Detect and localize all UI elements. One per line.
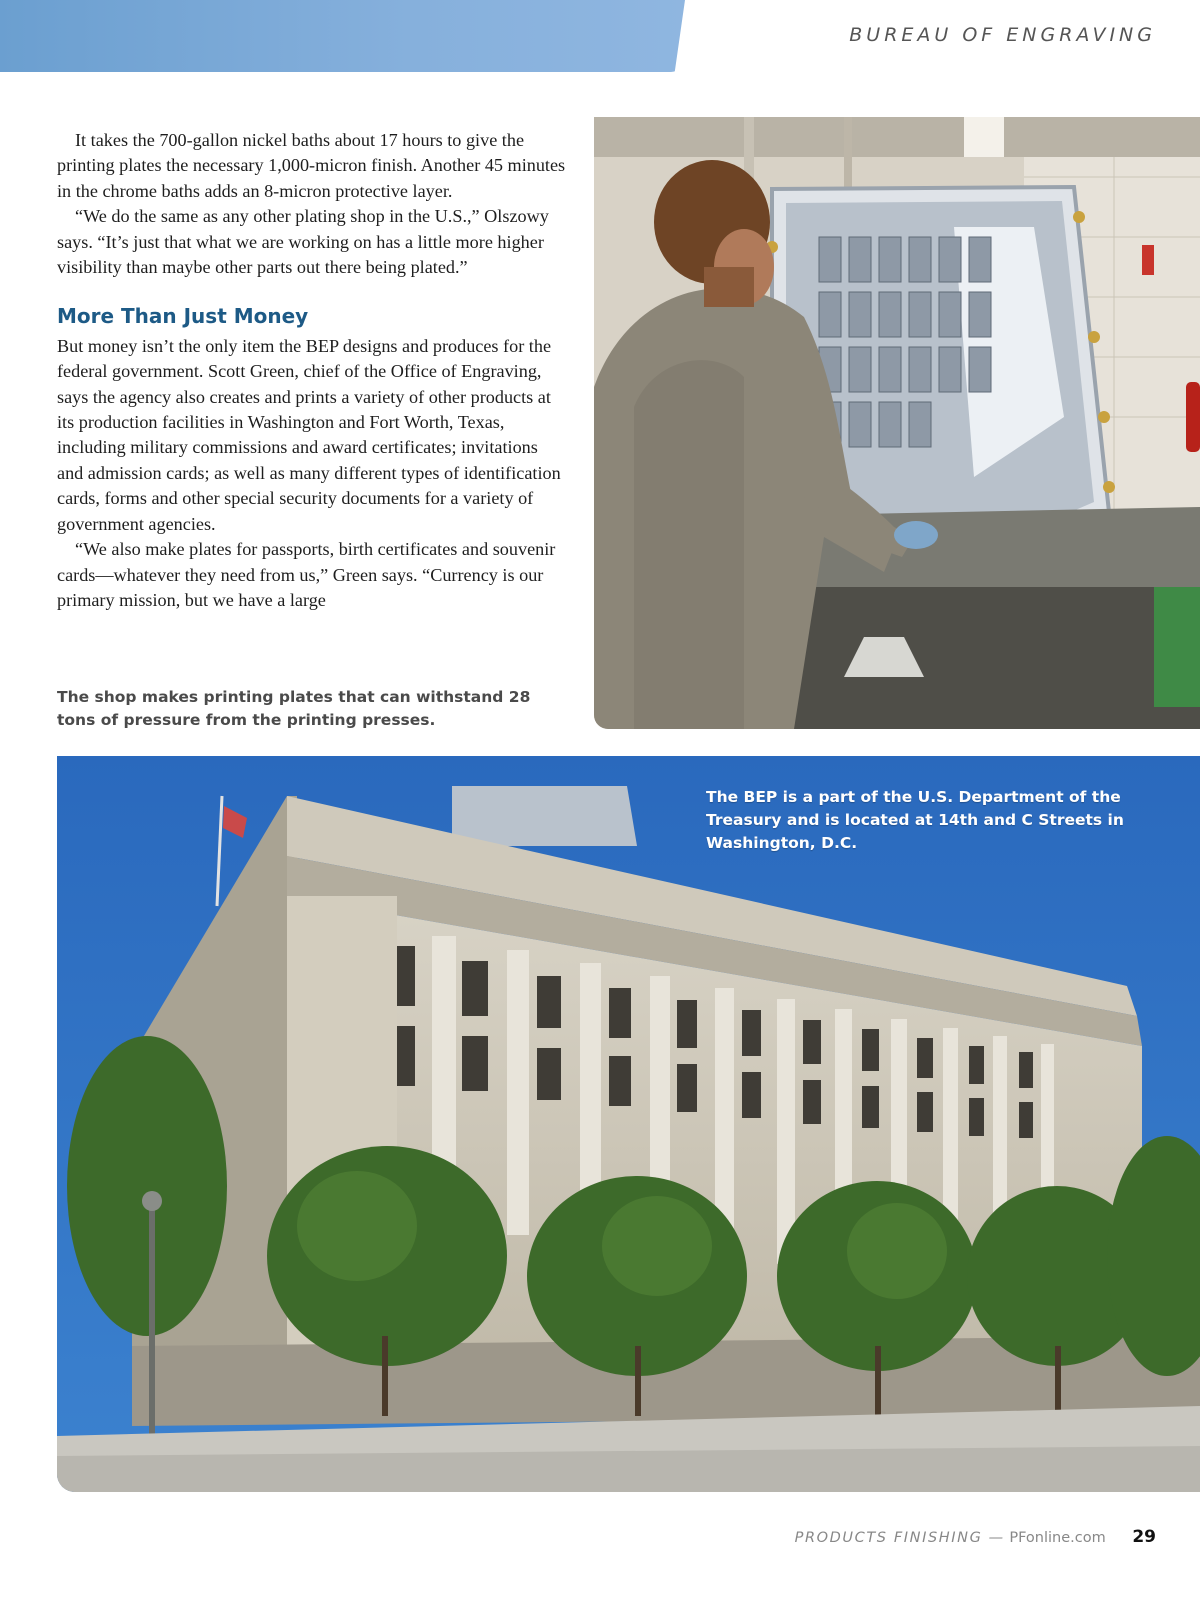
plate-shop-caption: The shop makes printing plates that can withstand 28 tons of pressure from the printing presses. bbox=[57, 688, 531, 729]
article-paragraph: “We do the same as any other plating shop in the U.S.,” Olszowy says. “It’s just that what we are working on has a little more higher visibility than maybe other parts out there being plated.” bbox=[57, 206, 549, 278]
plate-shop-photo bbox=[594, 117, 1200, 729]
page-number: 29 bbox=[1132, 1527, 1156, 1547]
header-band bbox=[0, 0, 685, 72]
page-footer bbox=[795, 1527, 1156, 1547]
article-subhead: More Than Just Money bbox=[57, 304, 309, 329]
section-label: BUREAU OF ENGRAVING bbox=[849, 24, 1156, 46]
footer-magazine: PRODUCTS FINISHING — bbox=[794, 1530, 1005, 1546]
footer-site: PFonline.com bbox=[1009, 1530, 1106, 1546]
article-paragraph: But money isn’t the only item the BEP designs and produces for the federal government. Scott Green, chief of the Office of Engraving, says the agency also creates and prints a variety of other products at its production facilities in Washington and Fort Worth, Texas, including military commissions and award certificates; invitations and admission cards; as well as many different types of identification cards, forms and other special security documents for a variety of government agencies. bbox=[57, 335, 561, 534]
article-paragraph: It takes the 700-gallon nickel baths about 17 hours to give the printing plates the necessary 1,000-micron finish. Another 45 minutes in the chrome baths adds an 8-micron protective layer. bbox=[57, 130, 566, 201]
article-body bbox=[57, 128, 567, 613]
bep-building-photo bbox=[57, 756, 1200, 1492]
article-paragraph: “We also make plates for passports, birth certificates and souvenir cards—whatever they need from us,” Green says. “Currency is our primary mission, but we have a large bbox=[57, 539, 556, 610]
building-caption: The BEP is a part of the U.S. Department of the Treasury and is located at 14th and C Streets in Washington, D.C. bbox=[706, 788, 1124, 852]
